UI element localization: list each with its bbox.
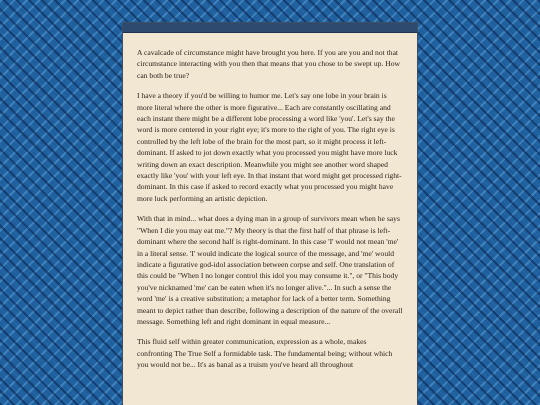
post-paragraph: A cavalcade of circumstance might have brought you here. If you are you and not that circumstance interacting with you then that means that you chose to be swept up. How can both be true?	[137, 48, 400, 80]
post-page	[122, 22, 418, 405]
post-paragraph: I have a theory if you'd be willing to humor me. Let's say one lobe in your brain is more literal where the other is more figurative... Each are constantly oscillating and each instant there might be a different lobe processing a word like 'you'. Let's say the word is more centered in your right eye; it's more to the right of you. The right eye is controlled by the left lobe of the brain for the most part, so it might process it left-dominant. If asked to jot down exactly what you processed you might have more luck writing down an exact description. Meanwhile you might see another word shaped exactly like 'you' with your left eye. In that instant that word might get processed right-dominant. In this case if asked to record exactly what you processed you might have more luck performing an artistic depiction.	[137, 91, 402, 203]
post-paragraph: With that in mind... what does a dying man in a group of survivors mean when he says "When I die you may eat me."? My theory is that the first half of that phrase is left-dominant where the second half is right-dominant. In this case 'I' would not mean 'me' in a literal sense. 'I' would indicate the logical source of the message, and 'me' would indicate a figurative god-idol association between corpse and self. One translation of this could be "When I no longer control this idol you may consume it.", or "This body you've nicknamed 'me' can be eaten when it's no longer alive."... In such a sense the word 'me' is a creative substitution; a metaphor for lack of a better term. Something meant to depict rather than describe, following a description of the nature of the overall message. Something left and right dominant in equal measure...	[137, 214, 403, 326]
post-paragraph: This fluid self within greater communication, expression as a whole, makes confronting The True Self a formidable task. The fundamental being; without which you would not be... It's as banal as a truism you've heard all throughout	[137, 337, 393, 370]
post-body	[123, 33, 417, 371]
page-header-bar	[123, 23, 417, 33]
